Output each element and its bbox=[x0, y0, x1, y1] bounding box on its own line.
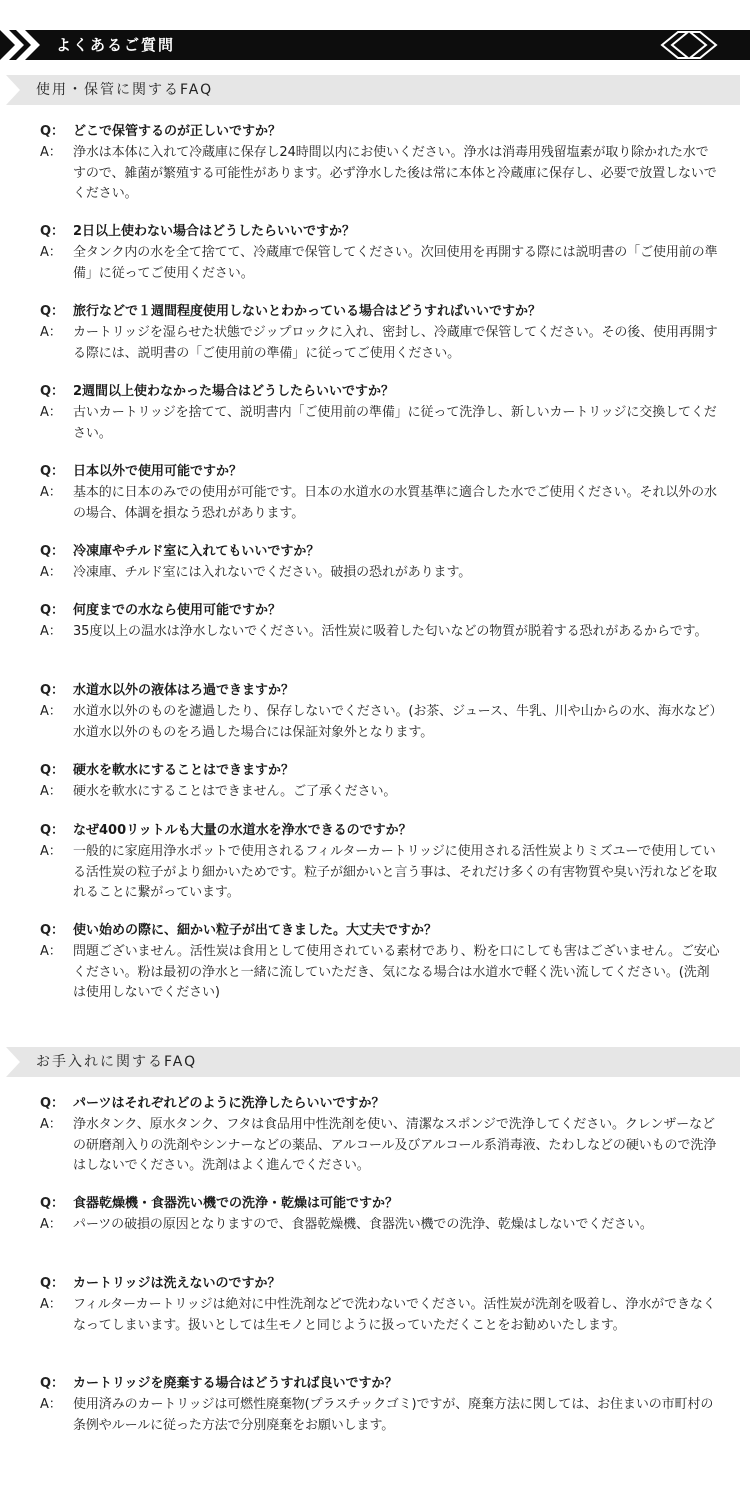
faq-answer: 水道水以外のものを濾過したり、保存しないでください。(お茶、ジュース、牛乳、川や山からの水、海水など）水道水以外のものをろ過した場合には保証対象外となります。 bbox=[73, 704, 716, 740]
faq-item bbox=[40, 1193, 720, 1236]
q-mark: Q： bbox=[40, 763, 65, 778]
faq-question: 日本以外で使用可能ですか？ bbox=[73, 464, 243, 479]
faq-answer: フィルターカートリッジは絶対に中性洗剤などで洗わないでください。活性炭が洗剤を吸着し、浄水ができなくなってしまいます。扱いとしては生モノと同じように扱っていただくことをお勧めいたします。 bbox=[73, 1297, 716, 1333]
faq-answer: 35度以上の温水は浄水しないでください。活性炭に吸着した匂いなどの物質が脱着する恐れがあるからです。 bbox=[73, 624, 708, 639]
double-chevron-right-icon bbox=[0, 30, 46, 60]
faq-answer: 硬水を軟水にすることはできません。ご了承ください。 bbox=[73, 784, 397, 799]
a-mark: A： bbox=[40, 704, 62, 719]
faq-answer: 基本的に日本のみでの使用が可能です。日本の水道水の水質基準に適合した水でご使用ください。それ以外の水の場合、体調を損なう恐れがあります。 bbox=[73, 485, 717, 521]
notch-chevron-icon bbox=[0, 75, 20, 105]
faq-item bbox=[40, 221, 720, 284]
faq-answer: 冷凍庫、チルド室には入れないでください。破損の恐れがあります。 bbox=[73, 565, 472, 580]
a-mark: A： bbox=[40, 145, 62, 160]
faq-item bbox=[40, 1093, 720, 1177]
faq-question: パーツはそれぞれどのように洗浄したらいいですか？ bbox=[73, 1096, 385, 1111]
faq-question: 水道水以外の液体はろ過できますか？ bbox=[73, 683, 295, 698]
q-mark: Q： bbox=[40, 1196, 65, 1211]
faq-question: 硬水を軟水にすることはできますか？ bbox=[73, 763, 295, 778]
faq-answer: カートリッジを湿らせた状態でジップロックに入れ、密封し、冷蔵庫で保管してください。その後、使用再開する際には、説明書の「ご使用前の準備」に従ってご使用ください。 bbox=[73, 325, 718, 361]
q-mark: Q： bbox=[40, 304, 65, 319]
a-mark: A： bbox=[40, 1397, 62, 1412]
q-mark: Q： bbox=[40, 464, 65, 479]
page-title: よくあるご質問 bbox=[56, 36, 176, 54]
section-header-care bbox=[0, 1047, 740, 1077]
a-mark: A： bbox=[40, 485, 62, 500]
q-mark: Q： bbox=[40, 124, 65, 139]
a-mark: A： bbox=[40, 325, 62, 340]
q-mark: Q： bbox=[40, 1376, 65, 1391]
a-mark: A： bbox=[40, 405, 62, 420]
section-title: 使用・保管に関するFAQ bbox=[36, 82, 214, 98]
faq-item bbox=[40, 820, 720, 904]
a-mark: A： bbox=[40, 624, 62, 639]
faq-question: カートリッジを廃棄する場合はどうすれば良いですか？ bbox=[73, 1376, 398, 1391]
notch-chevron-icon bbox=[0, 1047, 20, 1077]
faq-question: どこで保管するのが正しいですか？ bbox=[73, 124, 282, 139]
faq-answer: 浄水タンク、原水タンク、フタは食品用中性洗剤を使い、清潔なスポンジで洗浄してください。クレンザーなどの研磨剤入りの洗剤やシンナーなどの薬品、アルコール及びアルコール系消毒液、たわしなどの硬いもので洗浄はしないでください。洗剤はよく進んでください。 bbox=[73, 1117, 717, 1173]
q-mark: Q： bbox=[40, 603, 65, 618]
faq-item bbox=[40, 461, 720, 524]
faq-question: 何度までの水なら使用可能ですか？ bbox=[73, 603, 282, 618]
faq-item bbox=[40, 301, 720, 364]
faq-answer: 古いカートリッジを捨てて、説明書内「ご使用前の準備」に従って洗浄し、新しいカートリッジに交換してください。 bbox=[73, 405, 717, 441]
q-mark: Q： bbox=[40, 224, 65, 239]
faq-answer: パーツの破損の原因となりますので、食器乾燥機、食器洗い機での洗浄、乾燥はしないでください。 bbox=[73, 1217, 653, 1232]
faq-question: 使い始めの際に、細かい粒子が出てきました。大丈夫ですか？ bbox=[73, 923, 438, 938]
double-chevron-outline-icon bbox=[644, 30, 734, 60]
faq-question: 2日以上使わない場合はどうしたらいいですか？ bbox=[73, 224, 356, 239]
faq-question: なぜ400リットルも大量の水道水を浄水できるのですか？ bbox=[73, 823, 412, 838]
faq-question: 2週間以上使わなかった場合はどうしたらいいですか？ bbox=[73, 384, 395, 399]
header-banner bbox=[0, 30, 750, 60]
q-mark: Q： bbox=[40, 683, 65, 698]
faq-answer: 使用済みのカートリッジは可燃性廃棄物(プラスチックゴミ)ですが、廃棄方法に関しては、お住まいの市町村の条例やルールに従った方法で分別廃棄をお願いします。 bbox=[73, 1397, 714, 1433]
faq-question: 冷凍庫やチルド室に入れてもいいですか？ bbox=[73, 544, 320, 559]
a-mark: A： bbox=[40, 1297, 62, 1312]
a-mark: A： bbox=[40, 565, 62, 580]
faq-question: 食器乾燥機・食器洗い機での洗浄・乾燥は可能ですか？ bbox=[73, 1196, 399, 1211]
section-title: お手入れに関するFAQ bbox=[36, 1054, 198, 1070]
faq-item bbox=[40, 920, 720, 1004]
faq-question: カートリッジは洗えないのですか？ bbox=[73, 1276, 281, 1291]
faq-answer: 問題ございません。活性炭は食用として使用されている素材であり、粉を口にしても害はございません。ご安心ください。粉は最初の浄水と一緒に流していただき、気になる場合は水道水で軽く洗い流してください。(洗剤は使用しないでください) bbox=[73, 944, 720, 1000]
q-mark: Q： bbox=[40, 923, 65, 938]
faq-item bbox=[40, 760, 720, 803]
section-header-usage bbox=[0, 75, 740, 105]
faq-item bbox=[40, 1273, 720, 1336]
faq-item bbox=[40, 600, 720, 643]
a-mark: A： bbox=[40, 784, 62, 799]
q-mark: Q： bbox=[40, 823, 65, 838]
faq-item bbox=[40, 1373, 720, 1436]
a-mark: A： bbox=[40, 844, 62, 859]
faq-answer: 全タンク内の水を全て捨てて、冷蔵庫で保管してください。次回使用を再開する際には説明書の「ご使用前の準備」に従ってご使用ください。 bbox=[73, 245, 718, 281]
faq-item bbox=[40, 121, 720, 205]
faq-item bbox=[40, 541, 720, 584]
faq-question: 旅行などで１週間程度使用しないとわかっている場合はどうすればいいですか？ bbox=[73, 304, 542, 319]
q-mark: Q： bbox=[40, 1276, 65, 1291]
faq-answer: 浄水は本体に入れて冷蔵庫に保存し24時間以内にお使いください。浄水は消毒用残留塩素が取り除かれた水ですので、雑菌が繁殖する可能性があります。必ず浄水した後は常に本体と冷蔵庫に保存し、必要で放置しないでください。 bbox=[73, 145, 717, 201]
q-mark: Q： bbox=[40, 384, 65, 399]
a-mark: A： bbox=[40, 245, 62, 260]
a-mark: A： bbox=[40, 944, 62, 959]
faq-item bbox=[40, 381, 720, 444]
faq-item bbox=[40, 680, 720, 743]
a-mark: A： bbox=[40, 1117, 62, 1132]
q-mark: Q： bbox=[40, 1096, 65, 1111]
faq-answer: 一般的に家庭用浄水ポットで使用されるフィルターカートリッジに使用される活性炭よりミズユーで使用している活性炭の粒子がより細かいためです。粒子が細かいと言う事は、それだけ多くの有害物質や臭い汚れなどを取れることに繋がっています。 bbox=[73, 844, 717, 900]
a-mark: A： bbox=[40, 1217, 62, 1232]
q-mark: Q： bbox=[40, 544, 65, 559]
